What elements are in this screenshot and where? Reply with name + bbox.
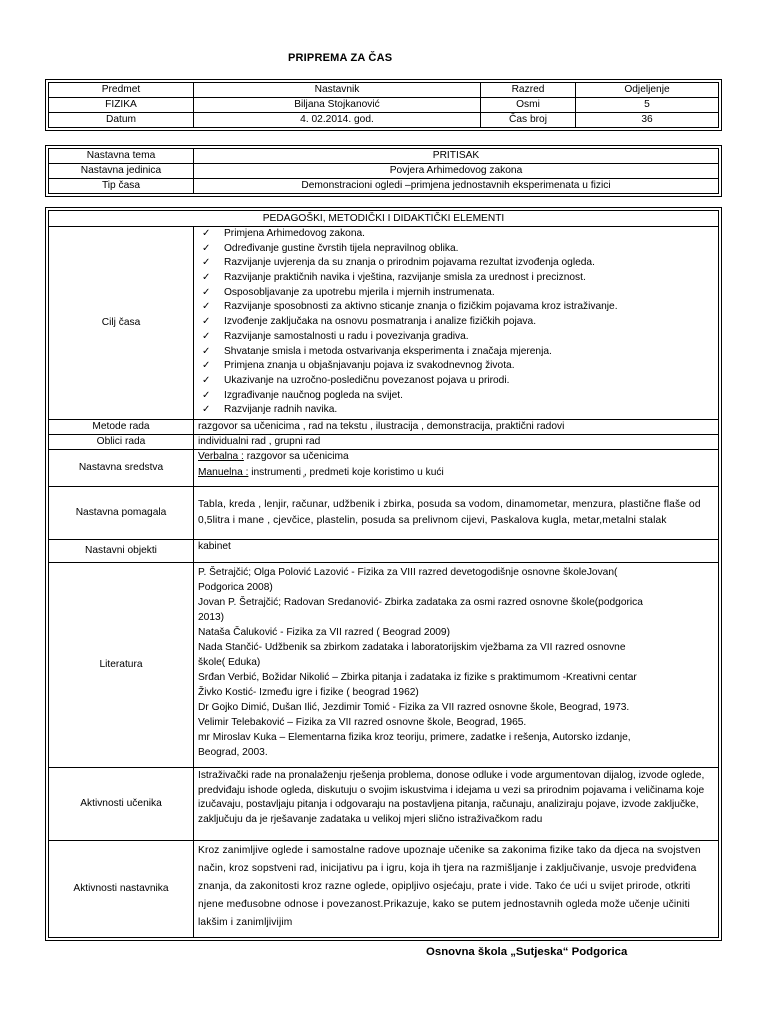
goal-item: ✓ Ukazivanje na uzročno-posledičnu povezanost pojava u prirodi.	[224, 374, 714, 389]
main-table	[48, 210, 719, 938]
jedinica-value: Povjera Arhimedovog zakona	[194, 164, 719, 179]
goal-item: ✓ Razvijanje samostalnosti u radu i povezivanja gradiva.	[224, 330, 714, 345]
goal-item: ✓ Izgrađivanje naučnog pogleda na svijet.	[224, 389, 714, 404]
literatura-line: Velimir Telebaković – Fizika za VII razred osnovne škole, Beograd, 1965.	[198, 717, 527, 728]
section-heading: PEDAGOŠKI, METODIČKI I DIDAKTIČKI ELEMENTI	[49, 211, 719, 227]
literatura-line: Jovan P. Šetrajčić; Radovan Sredanović- Zbirka zadataka za osmi razred osnovne škole(podgorica	[198, 597, 643, 608]
nastavnik-aktivnosti-value: Kroz zanimljive oglede i samostalne radove upoznaje učenike sa zakonima fizike tako da djeca na svojstven način, kroz sopstveni rad, inicijativu pa i igru, koja ih tjera na razmišljanje i zaključivanje, usvoje predviđena znanja, da zakonitosti kroz razne oglede, opipljivo osjećaju, prate i vide. Tako će ući u svijet prirode, otkriti njene međusobne odnose i povezanost.Prikazuje, kako se putem jednostavnih ogleda može učenje učiniti lakšim i zanimljivijim	[194, 841, 719, 938]
literatura-line: Srđan Verbić, Božidar Nikolić – Zbirka pitanja i zadataka iz fizike s praktimumom -Kreativni centar	[198, 672, 637, 683]
goal-item: ✓ Određivanje gustine čvrstih tijela nepravilnog oblika.	[224, 242, 714, 257]
goal-item: ✓ Primjena Arhimedovog zakona.	[224, 227, 714, 242]
tema-label: Nastavna tema	[49, 149, 194, 164]
objekti-label: Nastavni objekti	[49, 540, 194, 563]
razred-label: Razred	[481, 83, 576, 98]
header-table	[48, 82, 719, 128]
literatura-line: škole( Eduka)	[198, 657, 261, 668]
goal-item: ✓ Razvijanje radnih navika.	[224, 403, 714, 418]
sredstva-label: Nastavna sredstva	[49, 450, 194, 487]
goal-item: ✓ Razvijanje praktičnih navika i vještina, razvijanje smisla za urednost i preciznost.	[224, 271, 714, 286]
nastavnik-value: Biljana Stojkanović	[194, 98, 481, 113]
metode-label: Metode rada	[49, 420, 194, 435]
verbalna-value: razgovor sa učenicima	[243, 451, 349, 462]
nastavnik-label: Nastavnik	[194, 83, 481, 98]
literatura-line: 2013)	[198, 612, 225, 623]
tip-value: Demonstracioni ogledi –primjena jednostavnih eksperimenata u fizici	[194, 179, 719, 194]
school-footer: Osnovna škola „Sutjeska“ Podgorica	[426, 946, 628, 958]
literatura-line: Beograd, 2003.	[198, 747, 268, 758]
objekti-value: kabinet	[194, 540, 719, 563]
goal-item: ✓ Razvijanje uvjerenja da su znanja o prirodnim pojavama rezultat izvođenja ogleda.	[224, 256, 714, 271]
tip-label: Tip časa	[49, 179, 194, 194]
tema-value: PRITISAK	[194, 149, 719, 164]
cas-broj-label: Čas broj	[481, 113, 576, 128]
cas-broj-value: 36	[576, 113, 719, 128]
razred-value: Osmi	[481, 98, 576, 113]
literatura-line: P. Šetrajčić; Olga Polović Lazović - Fizika za VIII razred devetogodišnje osnovne školeJovan(	[198, 567, 618, 578]
metode-value: razgovor sa učenicima , rad na tekstu , ilustracija , demonstracija, praktični radovi	[194, 420, 719, 435]
literatura-label: Literatura	[49, 563, 194, 768]
goal-item: ✓ Razvijanje sposobnosti za aktivno sticanje znanja o fizičkim pojavama kroz istraživanje.	[224, 300, 714, 315]
goals-list	[198, 227, 714, 418]
jedinica-label: Nastavna jedinica	[49, 164, 194, 179]
ucenici-label: Aktivnosti učenika	[49, 768, 194, 841]
odjeljenje-value: 5	[576, 98, 719, 113]
oblici-value: individualni rad , grupni rad	[194, 435, 719, 450]
predmet-label: Predmet	[49, 83, 194, 98]
verbalna-label: Verbalna :	[198, 451, 244, 462]
predmet-value: FIZIKA	[49, 98, 194, 113]
pomagala-value: Tabla, kreda , lenjir, računar, udžbenik i zbirka, posuda sa vodom, dinamometar, menzura, plastične flaše od 0,5litra i mane , cjevčice, plastelin, posuda sa prelivnom cijevi, Paskalova kugla, metar,metalni stalak	[194, 487, 719, 540]
cilj-label: Cilj časa	[49, 227, 194, 420]
odjeljenje-label: Odjeljenje	[576, 83, 719, 98]
goal-item: ✓ Izvođenje zaključaka na osnovu posmatranja i analize fizičkih pojava.	[224, 315, 714, 330]
literatura-list	[194, 563, 719, 768]
literatura-line: mr Miroslav Kuka – Elementarna fizika kroz teoriju, primere, zadatke i rešenja, Autorsko izdanje,	[198, 732, 631, 743]
sredstva-cell	[194, 450, 719, 487]
goals-cell	[194, 227, 719, 420]
goal-item: ✓ Osposobljavanje za upotrebu mjerila i mjernih instrumenata.	[224, 286, 714, 301]
ucenici-value: Istraživački rade na pronalaženju rješenja problema, donose odluke i vode argumentovan dijalog, izvode oglede, predviđaju ishode ogleda, diskutuju o svojim iskustvima i idejama u vezi sa prirodnim pojavama i veličinama koje izučavaju, postavljaju pitanja i odgovaraju na postavljena pitanja, računaju, analiziraju pojave, izvode zaključke, zaključuju da je rješavanje zadataka u velikoj mjeri slično istraživačkom radu	[194, 768, 719, 841]
literatura-line: Podgorica 2008)	[198, 582, 273, 593]
manuelna-label: Manuelna :	[198, 467, 249, 479]
literatura-line: Nataša Čaluković - Fizika za VII razred ( Beograd 2009)	[198, 627, 450, 638]
goal-item: ✓ Shvatanje smisla i metoda ostvarivanja eksperimenta i značaja mjerenja.	[224, 345, 714, 360]
goal-item: ✓ Primjena znanja u objašnjavanju pojava iz svakodnevnog života.	[224, 359, 714, 374]
manuelna-value: instrumenti ̦, predmeti koje koristimo u kući	[248, 467, 444, 479]
literatura-line: Živko Kostić- Između igre i fizike ( beograd 1962)	[198, 687, 419, 698]
oblici-label: Oblici rada	[49, 435, 194, 450]
nastavnik-aktivnosti-label: Aktivnosti nastavnika	[49, 841, 194, 938]
datum-label: Datum	[49, 113, 194, 128]
page-title: PRIPREMA ZA ČAS	[288, 52, 393, 64]
pomagala-label: Nastavna pomagala	[49, 487, 194, 540]
literatura-line: Nada Stančić- Udžbenik sa zbirkom zadataka i laboratorijskim vježbama za VII razred osnovne	[198, 642, 626, 653]
literatura-line: Dr Gojko Dimić, Dušan Ilić, Jezdimir Tomić - Fizika za VII razred osnovne škole, Beograd, 1973.	[198, 702, 630, 713]
topic-table	[48, 148, 719, 194]
datum-value: 4. 02.2014. god.	[194, 113, 481, 128]
